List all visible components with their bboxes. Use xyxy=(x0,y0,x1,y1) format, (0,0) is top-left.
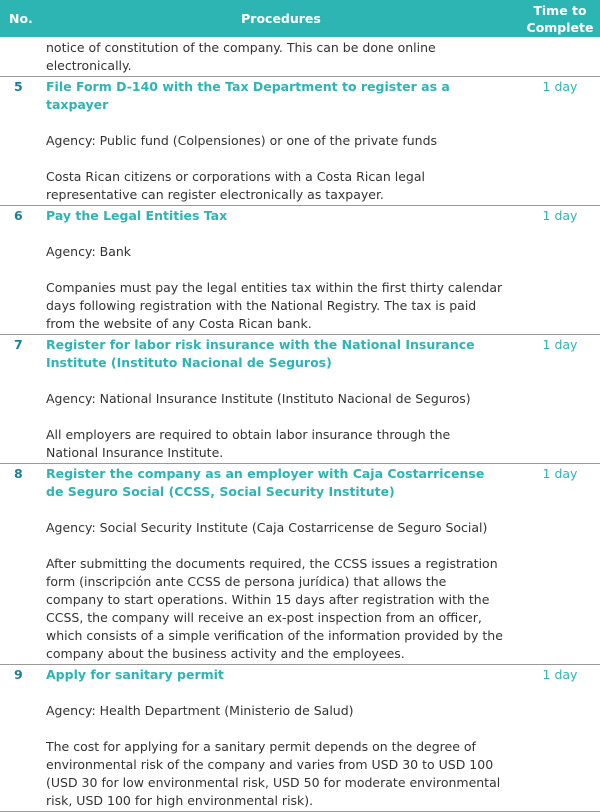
procedure-number: 6 xyxy=(0,206,42,335)
procedure-time: 1 day xyxy=(520,206,600,335)
procedure-time: 1 day xyxy=(520,665,600,812)
procedure-agency: Agency: Public fund (Colpensiones) or one of the private funds xyxy=(46,133,438,148)
procedure-agency: Agency: Health Department (Ministerio de Salud) xyxy=(46,703,354,718)
procedure-description: The cost for applying for a sanitary permit depends on the degree of environmental risk of the company and varies from USD 30 to USD 100 (USD 30 for low environmental risk, USD 50 for moderate environmental risk, USD 100 for high environmental risk). xyxy=(46,739,501,808)
procedure-description: All employers are required to obtain labor insurance through the National Insurance Institute. xyxy=(46,427,451,460)
procedure-time: 1 day xyxy=(520,335,600,464)
procedure-title: File Form D-140 with the Tax Department to register as a taxpayer xyxy=(46,79,450,112)
header-time: Time to Complete xyxy=(520,0,600,37)
procedure-time: 1 day xyxy=(520,464,600,665)
procedure-number: 7 xyxy=(0,335,42,464)
procedure-agency: Agency: Bank xyxy=(46,244,132,259)
procedure-title: Pay the Legal Entities Tax xyxy=(46,208,228,223)
procedure-number: 9 xyxy=(0,665,42,812)
table-row xyxy=(0,464,600,665)
header-no: No. xyxy=(0,0,42,37)
header-procedures: Procedures xyxy=(42,0,520,37)
procedure-number: 8 xyxy=(0,464,42,665)
table-row-continuation xyxy=(0,37,600,77)
procedure-description: After submitting the documents required, the CCSS issues a registration form (inscripción ante CCSS de persona jurídica) that allows the company to start operations. Within 15 days after registration with the CCSS, the company will receive an ex-post inspection from an officer, which consists of a simple verification of the information provided by the company about the business activity and the employees. xyxy=(46,556,503,661)
table-row xyxy=(0,335,600,464)
procedure-description: Companies must pay the legal entities tax within the first thirty calendar days following registration with the National Registry. The tax is paid from the website of any Costa Rican bank. xyxy=(46,280,503,331)
procedure-title: Register for labor risk insurance with the National Insurance Institute (Instituto Nacional de Seguros) xyxy=(46,337,475,370)
procedure-description: Costa Rican citizens or corporations with a Costa Rican legal representative can register electronically as taxpayer. xyxy=(46,169,425,202)
procedure-title: Register the company as an employer with Caja Costarricense de Seguro Social (CCSS, Social Security Institute) xyxy=(46,466,485,499)
procedure-number: 5 xyxy=(0,77,42,206)
table-row xyxy=(0,665,600,812)
table-header-row xyxy=(0,0,600,37)
procedure-time: 1 day xyxy=(520,77,600,206)
procedure-title: Apply for sanitary permit xyxy=(46,667,224,682)
table-row xyxy=(0,77,600,206)
table-row xyxy=(0,206,600,335)
continuation-text: notice of constitution of the company. This can be done online electronically. xyxy=(46,40,436,73)
procedure-agency: Agency: Social Security Institute (Caja Costarricense de Seguro Social) xyxy=(46,520,488,535)
procedure-agency: Agency: National Insurance Institute (Instituto Nacional de Seguros) xyxy=(46,391,471,406)
